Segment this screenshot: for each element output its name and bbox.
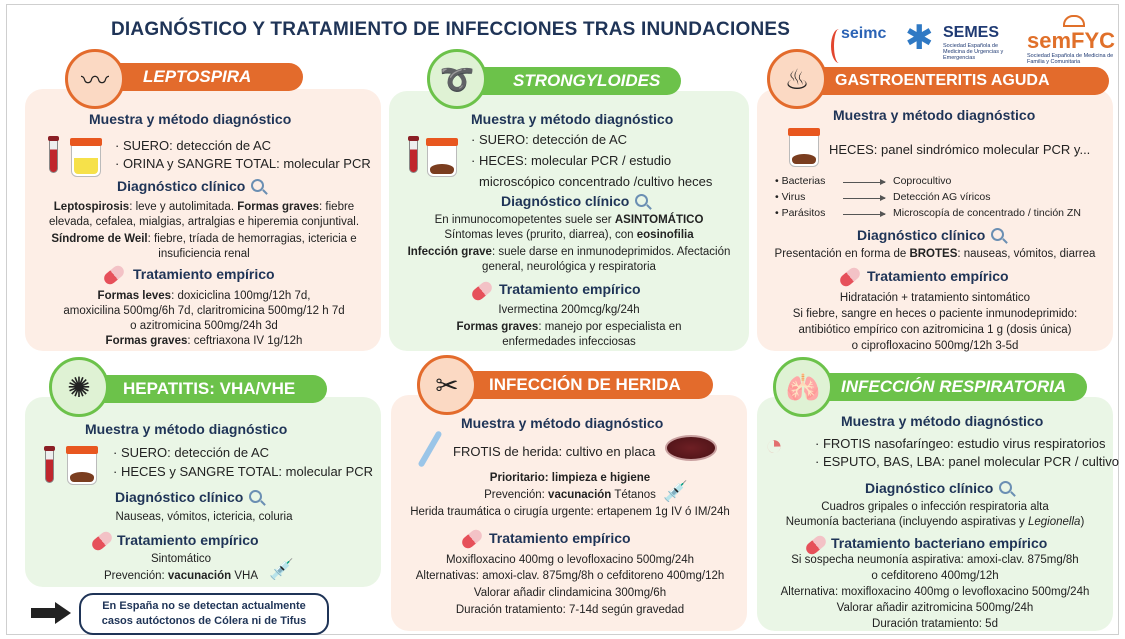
strongyloides-clinico-heading: Diagnóstico clínico (501, 193, 648, 209)
leptospira-tratamiento-heading: Tratamiento empírico (133, 266, 275, 282)
gastro-row-bacterias-value: Coprocultivo (893, 175, 952, 187)
star-of-life-icon: ✱ (905, 19, 934, 57)
stool-cup-icon (67, 451, 97, 485)
bacteria-icon: 〰 (65, 49, 125, 109)
throat-icon: ◔ (765, 429, 784, 462)
strongyloides-t1: Ivermectina 200mcg/kg/24h (498, 304, 640, 316)
respiratoria-m1: · FROTIS nasofaríngeo: estudio virus respiratorios (815, 436, 1106, 451)
magnifier-icon (249, 490, 262, 503)
leptospira-t3: o azitromicina 500mg/24h 3d (130, 320, 278, 332)
gastro-row-virus-value: Detección AG víricos (893, 191, 991, 203)
magnifier-icon (999, 481, 1012, 494)
vaccine-icon: 💉 (663, 481, 688, 503)
strongyloides-c3: Infección grave: suele darse en inmunodeprimidos. Afectación (407, 246, 731, 258)
hepatitis-t2: Prevención: vacunación VHA (103, 570, 259, 582)
magnifier-icon (991, 228, 1004, 241)
infographic-page (6, 4, 1119, 635)
strongyloides-m3: microscópico concentrado /cultivo heces (479, 174, 713, 189)
intestine-icon: ♨ (767, 49, 827, 109)
herida-t2: Alternativas: amoxi-clav. 875mg/8h o cefditoreno 400mg/12h (415, 570, 725, 582)
respiratoria-c2: Neumonía bacteriana (incluyendo aspirativas y Legionella) (785, 516, 1085, 528)
respiratoria-m2: · ESPUTO, BAS, LBA: panel molecular PCR / cultivo (815, 454, 1119, 469)
herida-tratamiento-heading: Tratamiento empírico (489, 530, 631, 546)
gastro-row-bacterias: • Bacterias (775, 175, 826, 187)
cholera-typhus-note: En España no se detectan actualmente casos autóctonos de Cólera ni de Tifus (79, 593, 329, 635)
herida-t4: Duración tratamiento: 7-14d según gravedad (455, 604, 685, 616)
respiratoria-t1: Si sospecha neumonía aspirativa: amoxi-clav. 875mg/8h (791, 554, 1079, 566)
gastro-t2: Si fiebre, sangre en heces o paciente inmunodeprimido: (792, 308, 1078, 320)
strongyloides-c2: Síntomas leves (prurito, diarrea), con eosinofilia (444, 229, 694, 241)
strongyloides-header: STRONGYLOIDES (463, 67, 681, 95)
herida-muestra-heading: Muestra y método diagnóstico (461, 415, 664, 431)
hepatitis-header: HEPATITIS: VHA/VHE (87, 375, 327, 403)
leptospira-c1: Leptospirosis: leve y autolimitada. Formas graves: fiebre (53, 201, 355, 213)
herida-t3: Valorar añadir clindamicina 300mg/6h (473, 587, 667, 599)
leptospira-clinico-heading: Diagnóstico clínico (117, 178, 264, 194)
leptospira-c4: insuficiencia renal (158, 248, 250, 260)
leptospira-t4: Formas graves: ceftriaxona IV 1g/12h (105, 335, 303, 347)
strongyloides-tratamiento-heading: Tratamiento empírico (499, 281, 641, 297)
semes-logo: ✱ SEMES Sociedad Española de Medicina de Urgencias y Emergencias (905, 19, 1004, 61)
gastro-row-parasitos: • Parásitos (775, 207, 826, 219)
strongyloides-m1: · SUERO: detección de AC (471, 132, 628, 147)
gastro-t4: o ciprofloxacino 500mg/12h 3-5d (851, 340, 1019, 352)
gastro-muestra-heading: Muestra y método diagnóstico (833, 107, 1036, 123)
seimc-logo: seimc (827, 19, 889, 67)
virus-icon: ✺ (49, 357, 109, 417)
respiratoria-header: INFECCIÓN RESPIRATORIA (815, 373, 1087, 401)
leptospira-muestra-heading: Muestra y método diagnóstico (89, 111, 292, 127)
respiratoria-t3: Alternativa: moxifloxacino 400mg o levofloxacino 500mg/24h (780, 586, 1090, 598)
gastro-m1: HECES: panel sindrómico molecular PCR y... (829, 142, 1091, 157)
magnifier-icon (635, 194, 648, 207)
strongyloides-c4: general, neurológica y respiratoria (482, 261, 656, 273)
leptospira-c3: Síndrome de Weil: fiebre, tríada de hemorragias, ictericia e (51, 233, 357, 245)
respiratoria-t4: Valorar añadir azitromicina 500mg/24h (836, 602, 1034, 614)
arrow-right-icon (31, 602, 71, 624)
respiratoria-t2: o cefditoreno 400mg/12h (871, 570, 999, 582)
hepatitis-clinico-heading: Diagnóstico clínico (115, 489, 262, 505)
hepatitis-tratamiento-heading: Tratamiento empírico (117, 532, 259, 548)
strongyloides-muestra-heading: Muestra y método diagnóstico (471, 111, 674, 127)
hepatitis-t1: Sintomático (150, 553, 212, 565)
strongyloides-c1: En inmunocomopetentes suele ser ASINTOMÁTICO (434, 214, 704, 226)
leptospira-t2: amoxicilina 500mg/6h 7d, claritromicina 500mg/12 h 7d (63, 305, 345, 317)
gastro-t3: antibiótico empírico con azitromicina 1 g (dosis única) (798, 324, 1072, 336)
gastro-row-virus: • Virus (775, 191, 806, 203)
leptospira-t1: Formas leves: doxiciclina 100mg/12h 7d, (97, 290, 311, 302)
gastro-c1: Presentación en forma de BROTES: nauseas, vómitos, diarrea (774, 248, 1096, 260)
worm-icon: ➰ (427, 49, 487, 109)
stool-cup-icon (427, 143, 457, 177)
herida-p2: Prevención: vacunación Tétanos (484, 489, 656, 501)
gastro-header: GASTROENTERITIS AGUDA (799, 67, 1109, 95)
semfyc-logo: semFYC Sociedad Española de Medicina de Familia y Comunitaria (1025, 15, 1121, 67)
leptospira-m2: · ORINA y SANGRE TOTAL: molecular PCR (115, 156, 371, 171)
respiratoria-muestra-heading: Muestra y método diagnóstico (841, 413, 1044, 429)
stool-cup-icon (789, 133, 819, 167)
gastro-t1: Hidratación + tratamiento sintomático (839, 292, 1031, 304)
respiratoria-t5: Duración tratamiento: 5d (872, 618, 998, 630)
herida-t1: Moxifloxacino 400mg o levofloxacino 500mg/24h (445, 554, 695, 566)
urine-cup-icon (71, 143, 101, 177)
hepatitis-m2: · HECES y SANGRE TOTAL: molecular PCR (113, 464, 374, 479)
herida-p1: Prioritario: limpieza e higiene (489, 472, 651, 484)
respiratoria-c1: Cuadros gripales o infección respiratoria alta (821, 501, 1049, 513)
lungs-icon: 🫁 (773, 357, 833, 417)
blood-tube-icon (45, 449, 54, 483)
petri-dish-icon (665, 435, 717, 461)
hepatitis-c1: Nauseas, vómitos, ictericia, coluria (115, 511, 293, 523)
leptospira-c2: elevada, cefalea, mialgias, artralgias e hiperemia conjuntival. (48, 216, 360, 228)
strongyloides-t3: enfermedades infecciosas (502, 336, 636, 348)
gastro-clinico-heading: Diagnóstico clínico (857, 227, 1004, 243)
herida-p3: Herida traumática o cirugía urgente: ertapenem 1g IV ó IM/24h (410, 506, 730, 518)
page-title: DIAGNÓSTICO Y TRATAMIENTO DE INFECCIONES TRAS INUNDACIONES (111, 19, 791, 40)
wound-icon: ✂ (417, 355, 477, 415)
respiratoria-tratamiento-heading: Tratamiento bacteriano empírico (831, 535, 1048, 551)
vaccine-icon: 💉 (269, 559, 294, 581)
strongyloides-m2: · HECES: molecular PCR / estudio (471, 153, 672, 168)
hepatitis-m1: · SUERO: detección de AC (113, 445, 270, 460)
hepatitis-muestra-heading: Muestra y método diagnóstico (85, 421, 288, 437)
blood-tube-icon (409, 139, 418, 173)
gastro-tratamiento-heading: Tratamiento empírico (867, 268, 1009, 284)
strongyloides-t2: Formas graves: manejo por especialista en (456, 321, 682, 333)
herida-m1: FROTIS de herida: cultivo en placa (453, 444, 656, 459)
herida-header: INFECCIÓN DE HERIDA (453, 371, 713, 399)
leptospira-header: LEPTOSPIRA (93, 63, 303, 91)
magnifier-icon (251, 179, 264, 192)
leptospira-m1: · SUERO: detección de AC (115, 138, 272, 153)
blood-tube-icon (49, 139, 58, 173)
respiratoria-clinico-heading: Diagnóstico clínico (865, 480, 1012, 496)
gastro-row-parasitos-value: Microscopía de concentrado / tinción ZN (893, 207, 1081, 219)
